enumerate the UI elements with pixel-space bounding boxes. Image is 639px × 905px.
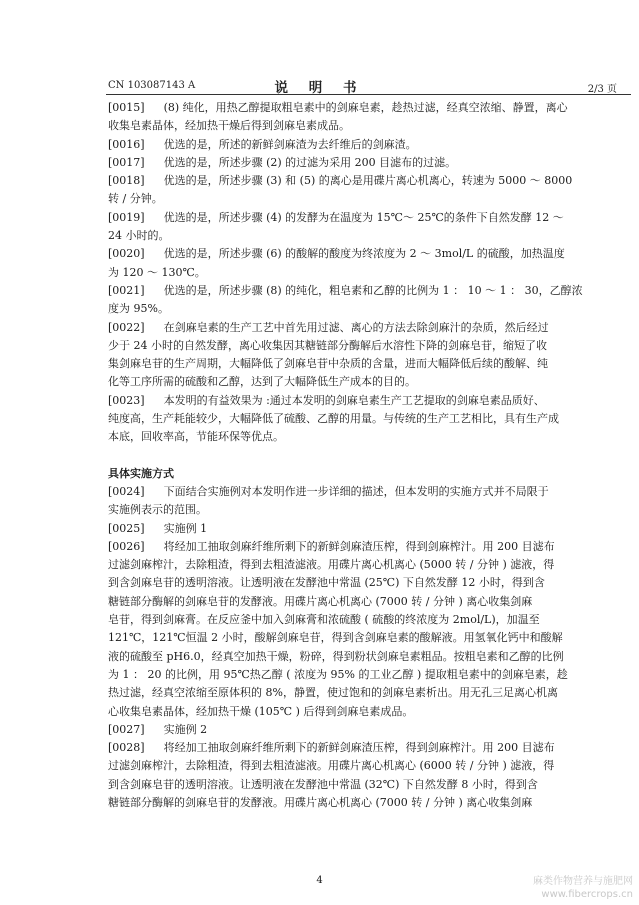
line-text: 皂苷，得到剑麻膏。在反应釜中加入剑麻膏和浓硫酸 ( 硫酸的终浓度为 2mol/L)，加温至 — [108, 613, 540, 627]
section-title: 具体实施方式 — [108, 466, 174, 480]
line-text: 为 120 ～ 130℃。 — [108, 265, 206, 279]
paragraph-line — [108, 684, 629, 702]
line-text: 24 小时的。 — [108, 229, 170, 243]
line-text: 实施例 2 — [163, 722, 208, 736]
line-text: 心收集皂素晶体，经加热干燥 (105℃ ) 后得到剑麻皂素成品。 — [108, 704, 414, 718]
line-text: 实施例表示的范围。 — [108, 503, 207, 517]
paragraph-number: [0027] — [108, 722, 145, 736]
site-watermark — [533, 875, 633, 901]
line-text: 少于 24 小时的自然发酵，离心收集因其糖链部分酶解后水溶性下降的剑麻皂苷，缩短了收 — [108, 338, 547, 352]
paragraph — [108, 245, 629, 282]
paragraph-line — [108, 117, 629, 135]
line-text: 实施例 1 — [163, 521, 208, 535]
paragraph — [108, 99, 629, 136]
document-body — [108, 99, 629, 812]
paragraph — [108, 392, 629, 447]
line-text: 本发明的有益效果为 :通过本发明的剑麻皂素生产工艺提取的剑麻皂素品质好、 — [163, 393, 545, 407]
page-number: 4 — [316, 875, 323, 886]
paragraph — [108, 721, 629, 739]
paragraph — [108, 483, 629, 520]
paragraph-line — [108, 574, 629, 592]
paragraph-number: [0023] — [108, 393, 145, 407]
paragraph — [108, 209, 629, 246]
line-text: 转 / 分钟。 — [108, 192, 163, 206]
paragraph-line — [108, 209, 629, 227]
line-text: 优选的是，所述步骤 (3) 和 (5) 的离心是用碟片离心机离心，转速为 5000 ～ 8000 — [163, 174, 573, 188]
line-text: 糖链部分酶解的剑麻皂苷的发酵液。用碟片离心机离心 (7000 转 / 分钟 ) 离心收集剑麻 — [108, 594, 533, 608]
paragraph-line — [108, 776, 629, 794]
paragraph-line — [108, 337, 629, 355]
paragraph-line — [108, 300, 629, 318]
paragraph-line — [108, 227, 629, 245]
paragraph-line — [108, 154, 629, 172]
paragraph-line — [108, 538, 629, 556]
paragraph-line — [108, 282, 629, 300]
paragraph-line — [108, 355, 629, 373]
page-indicator: 2/3 页 — [587, 84, 617, 95]
paragraph-line — [108, 428, 629, 446]
line-text: 热过滤，经真空浓缩至原体积的 8%，静置，使过饱和的剑麻皂素析出。用无孔三足离心机离 — [108, 686, 558, 700]
paragraph-line — [108, 373, 629, 391]
line-text: 优选的是，所述步骤 (4) 的发酵为在温度为 15℃～ 25℃的条件下自然发酵 12 ～ — [163, 210, 564, 224]
line-text: 集剑麻皂苷的生产周期，大幅降低了剑麻皂苷中杂质的含量，进而大幅降低后续的酸解、纯 — [108, 357, 548, 371]
line-text: 到含剑麻皂苷的透明溶液。让透明液在发酵池中常温 (32℃) 下自然发酵 8 小时，得到含 — [108, 777, 538, 791]
paragraph-line — [108, 611, 629, 629]
paragraph-line — [108, 392, 629, 410]
paragraph-line — [108, 666, 629, 684]
paragraph — [108, 172, 629, 209]
paragraph-number: [0022] — [108, 320, 145, 334]
document-title: 说 明 书 — [274, 80, 365, 96]
paragraph-line — [108, 410, 629, 428]
paragraph-line — [108, 593, 629, 611]
paragraph — [108, 319, 629, 392]
paragraph — [108, 538, 629, 721]
paragraph-number: [0018] — [108, 174, 145, 188]
line-text: 收集皂素晶体，经加热干燥后得到剑麻皂素成品。 — [108, 119, 350, 133]
watermark-line: 麻类作物营养与施肥网 — [533, 876, 633, 887]
paragraph-number: [0026] — [108, 539, 145, 553]
line-text: 为 1 ： 20 的比例，用 95℃热乙醇 ( 浓度为 95% 的工业乙醇 ) 提取粗皂素中的剑麻皂素，趁 — [108, 667, 568, 681]
paragraph-line — [108, 264, 629, 282]
line-text: 优选的是，所述步骤 (2) 的过滤为采用 200 目滤布的过滤。 — [163, 155, 457, 169]
paragraph-line — [108, 172, 629, 190]
paragraph-group-embodiments — [108, 483, 629, 812]
paragraph-line — [108, 721, 629, 739]
patent-number: CN 103087143 A — [108, 80, 196, 91]
paragraph-line — [108, 556, 629, 574]
paragraph-number: [0024] — [108, 484, 145, 498]
paragraph — [108, 520, 629, 538]
paragraph — [108, 136, 629, 154]
paragraph-number: [0021] — [108, 283, 145, 297]
header-divider — [106, 94, 631, 95]
paragraph — [108, 154, 629, 172]
paragraph-line — [108, 99, 629, 117]
line-text: 液的硫酸至 pH6.0，经真空加热干燥，粉碎，得到粉状剑麻皂素粗品。按粗皂素和乙醇的比例 — [108, 649, 564, 663]
line-text: 优选的是，所述的新鲜剑麻渣为去纤维后的剑麻渣。 — [163, 137, 417, 151]
paragraph-line — [108, 757, 629, 775]
section-spacer — [108, 447, 629, 465]
line-text: (8) 纯化，用热乙醇提取粗皂素中的剑麻皂素，趁热过滤，经真空浓缩、静置，离心 — [163, 101, 568, 114]
line-text: 下面结合实施例对本发明作进一步详细的描述，但本发明的实施方式并不局限于 — [163, 484, 549, 498]
paragraph-line — [108, 245, 629, 263]
line-text: 将经加工抽取剑麻纤维所剩下的新鲜剑麻渣压榨，得到剑麻榨汁。用 200 目滤布 — [163, 539, 555, 553]
line-text: 在剑麻皂素的生产工艺中首先用过滤、离心的方法去除剑麻汁的杂质，然后经过 — [163, 320, 549, 334]
line-text: 将经加工抽取剑麻纤维所剩下的新鲜剑麻渣压榨，得到剑麻榨汁。用 200 目滤布 — [163, 741, 555, 755]
paragraph-number: [0015] — [108, 101, 145, 114]
paragraph-line — [108, 794, 629, 812]
paragraph-line — [108, 483, 629, 501]
paragraph-line — [108, 136, 629, 154]
paragraph-number: [0025] — [108, 521, 145, 535]
paragraph-number: [0016] — [108, 137, 145, 151]
line-text: 化等工序所需的硫酸和乙醇，达到了大幅降低生产成本的目的。 — [108, 375, 416, 389]
paragraph-number: [0020] — [108, 247, 145, 261]
line-text: 优选的是，所述步骤 (8) 的纯化，粗皂素和乙醇的比例为 1 ： 10 ～ 1 ： 30，乙醇浓 — [163, 283, 583, 297]
line-text: 纯度高，生产耗能较少，大幅降低了硫酸、乙醇的用量。与传统的生产工艺相比，具有生产成 — [108, 412, 559, 426]
paragraph-number: [0019] — [108, 210, 145, 224]
paragraph — [108, 739, 629, 812]
paragraph-line — [108, 501, 629, 519]
watermark-line: www.fibercrops.cn — [541, 889, 633, 900]
paragraph-number: [0017] — [108, 155, 145, 169]
paragraph-line — [108, 739, 629, 757]
paragraph-line — [108, 648, 629, 666]
line-text: 糖链部分酶解的剑麻皂苷的发酵液。用碟片离心机离心 (7000 转 / 分钟 ) 离心收集剑麻 — [108, 795, 533, 809]
paragraph-group-summary — [108, 99, 629, 447]
line-text: 优选的是，所述步骤 (6) 的酸解的酸度为终浓度为 2 ～ 3mol/L 的硫酸，加热温度 — [163, 247, 565, 261]
paragraph-number: [0028] — [108, 741, 145, 755]
line-text: 过滤剑麻榨汁，去除粗渣，得到去粗渣滤液。用碟片离心机离心 (5000 转 / 分钟 ) 滤液，得 — [108, 558, 555, 572]
line-text: 121℃，121℃恒温 2 小时，酸解剑麻皂苷，得到含剑麻皂素的酸解液。用氢氧化钙中和酸解 — [108, 631, 563, 645]
line-text: 本底，回收率高，节能环保等优点。 — [108, 430, 284, 444]
line-text: 到含剑麻皂苷的透明溶液。让透明液在发酵池中常温 (25℃) 下自然发酵 12 小时，得到含 — [108, 576, 545, 590]
paragraph-line — [108, 520, 629, 538]
line-text: 过滤剑麻榨汁，去除粗渣，得到去粗渣滤液。用碟片离心机离心 (6000 转 / 分钟 ) 滤液，得 — [108, 759, 555, 773]
paragraph-line — [108, 703, 629, 721]
paragraph-line — [108, 319, 629, 337]
paragraph — [108, 282, 629, 319]
paragraph-line — [108, 629, 629, 647]
line-text: 度为 95%。 — [108, 302, 169, 316]
paragraph-line — [108, 190, 629, 208]
